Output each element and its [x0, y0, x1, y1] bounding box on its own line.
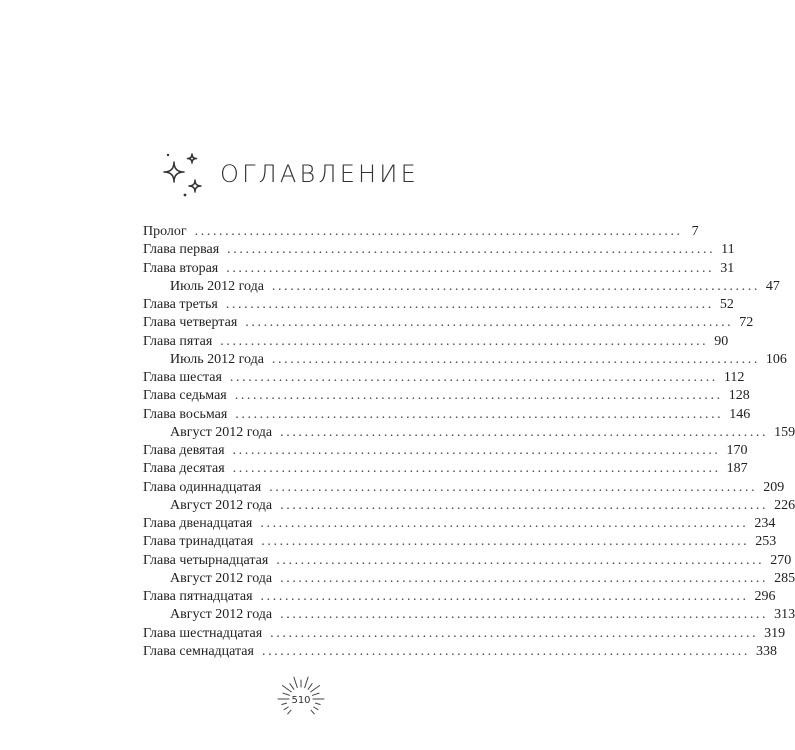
sunburst-icon — [278, 668, 324, 720]
toc-entry-title: Глава одиннадцатая — [143, 479, 262, 495]
toc-entry-page: 234 — [754, 516, 776, 531]
toc-entry-title: Глава двенадцатая — [143, 516, 253, 531]
toc-entry — [143, 533, 777, 551]
toc-entry-title: Август 2012 года — [170, 424, 273, 440]
toc-entry-page: 128 — [728, 388, 750, 404]
dot-leader: ................................................................................ — [271, 278, 760, 294]
toc-entry-title: Глава третья — [143, 297, 218, 312]
toc-entry-title: Глава четвертая — [143, 315, 238, 331]
toc-entry — [143, 424, 795, 442]
toc-entry — [143, 314, 754, 332]
toc-entry-page: 52 — [719, 297, 734, 312]
toc-entry-title: Глава пятнадцатая — [143, 589, 253, 604]
toc-entry — [143, 479, 785, 497]
toc-entry-page: 170 — [726, 443, 748, 458]
dot-leader: ................................................................................ — [220, 333, 709, 349]
dot-leader: ................................................................................ — [271, 351, 760, 367]
dot-leader: ................................................................................ — [260, 516, 749, 531]
toc-entry-page: 209 — [763, 479, 785, 495]
page-number: 510 — [291, 695, 311, 706]
dot-leader: ................................................................................ — [235, 406, 724, 422]
toc-entry-title: Глава восьмая — [143, 406, 228, 422]
toc-entry-page: 90 — [714, 333, 729, 349]
dot-leader: ................................................................................ — [261, 643, 750, 659]
toc-entry-page: 187 — [726, 461, 748, 477]
toc-entry-page: 11 — [721, 242, 735, 258]
toc-entry — [143, 552, 792, 570]
toc-entry-page: 296 — [754, 589, 776, 604]
toc-entry-page: 226 — [774, 497, 795, 513]
toc-entry-title: Июль 2012 года — [170, 351, 264, 367]
sparkles-icon — [160, 150, 212, 198]
toc-entry-title: Глава шестнадцатая — [143, 625, 263, 641]
dot-leader: ................................................................................ — [227, 242, 716, 258]
toc-entry-title: Июль 2012 года — [170, 278, 264, 294]
toc-entry-page: 112 — [723, 370, 745, 385]
toc-entry-title: Август 2012 года — [170, 607, 273, 623]
toc-entry-page: 146 — [729, 406, 751, 422]
dot-leader: ................................................................................ — [280, 424, 769, 440]
toc-entry — [143, 570, 795, 588]
toc-entry-page: 319 — [764, 625, 786, 641]
dot-leader: ................................................................................ — [232, 461, 721, 477]
toc-entry-page: 159 — [774, 424, 795, 440]
toc-entry — [143, 606, 795, 624]
toc-entry — [143, 296, 734, 314]
dot-leader: ................................................................................ — [260, 589, 749, 604]
toc-entry-page: 47 — [765, 278, 780, 294]
toc-entry — [143, 406, 751, 424]
toc-heading — [160, 150, 419, 198]
toc-entry — [143, 241, 735, 259]
toc-entry-page: 338 — [755, 643, 777, 659]
toc-entry-page: 72 — [739, 315, 754, 331]
toc-entry-page: 285 — [774, 570, 795, 586]
toc-entry — [143, 643, 777, 661]
toc-entry-page: 253 — [755, 534, 777, 550]
dot-leader: ................................................................................ — [229, 370, 718, 385]
toc-entry — [143, 442, 748, 460]
toc-entry — [143, 223, 699, 241]
toc-entry-title: Глава четырнадцатая — [143, 552, 269, 568]
toc-entry-page: 7 — [691, 224, 699, 239]
toc-entry-title: Глава девятая — [143, 443, 225, 458]
dot-leader: ................................................................................ — [194, 224, 683, 239]
toc-entry — [143, 387, 750, 405]
dot-leader: ................................................................................ — [226, 260, 715, 276]
toc-entry-title: Август 2012 года — [170, 570, 273, 586]
toc-entry — [143, 278, 780, 296]
dot-leader: ................................................................................ — [234, 388, 723, 404]
toc-entry-page: 106 — [765, 351, 787, 367]
toc-entry-title: Глава десятая — [143, 461, 225, 477]
toc-entry — [143, 460, 748, 478]
toc-entry-title: Глава шестая — [143, 370, 222, 385]
toc-entry — [143, 515, 776, 533]
toc-entry-title: Глава седьмая — [143, 388, 227, 404]
toc-entry — [143, 625, 786, 643]
toc-entry-title: Глава тринадцатая — [143, 534, 254, 550]
dot-leader: ................................................................................ — [261, 534, 750, 550]
toc-entry-title: Глава вторая — [143, 260, 219, 276]
dot-leader: ................................................................................ — [245, 315, 734, 331]
page-title: ОГЛАВЛЕНИЕ — [220, 160, 419, 188]
dot-leader: ................................................................................ — [225, 297, 714, 312]
toc-entry-title: Глава первая — [143, 242, 220, 258]
toc-entry — [143, 588, 776, 606]
toc-entry-page: 270 — [770, 552, 792, 568]
toc-entry — [143, 351, 787, 369]
toc-entry-page: 313 — [774, 607, 795, 623]
dot-leader: ................................................................................ — [269, 479, 758, 495]
toc-entry — [143, 260, 735, 278]
toc-entry-page: 31 — [720, 260, 735, 276]
toc-entry — [143, 333, 729, 351]
toc-entry — [143, 369, 745, 387]
dot-leader: ................................................................................ — [280, 497, 769, 513]
toc-entry-title: Глава семнадцатая — [143, 643, 254, 659]
table-of-contents — [143, 223, 795, 661]
dot-leader: ................................................................................ — [280, 607, 769, 623]
page-number-ornament — [278, 668, 324, 720]
toc-entry-title: Август 2012 года — [170, 497, 273, 513]
dot-leader: ................................................................................ — [280, 570, 769, 586]
toc-entry — [143, 497, 795, 515]
toc-entry-title: Глава пятая — [143, 333, 213, 349]
dot-leader: ................................................................................ — [276, 552, 765, 568]
dot-leader: ................................................................................ — [232, 443, 721, 458]
toc-entry-title: Пролог — [143, 224, 187, 239]
dot-leader: ................................................................................ — [270, 625, 759, 641]
